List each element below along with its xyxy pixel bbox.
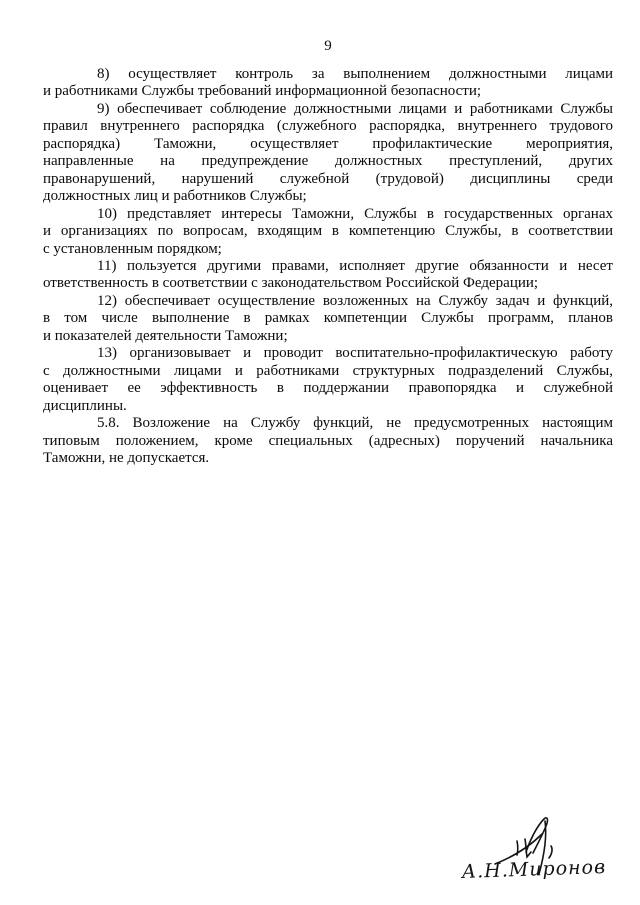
text-line: правонарушений, нарушений служебной (трудовой) дисциплины среди (43, 170, 613, 187)
paragraph (43, 293, 613, 345)
text-line: с установленным порядком; (43, 240, 222, 257)
text-line: с должностными лицами и работниками структурных подразделений Службы, (43, 362, 613, 379)
signature-name: А.Н.Миронов (461, 855, 607, 883)
text-line: 9) обеспечивает соблюдение должностными лицами и работниками Службы (97, 100, 613, 117)
paragraph (43, 345, 613, 415)
text-line: дисциплины. (43, 397, 127, 414)
text-line: и организациях по вопросам, входящим в компетенцию Службы, в соответствии (43, 223, 613, 240)
text-line: в том числе выполнение в рамках компетенции Службы программ, планов (43, 310, 613, 327)
paragraph (43, 415, 613, 467)
text-line: распорядка) Таможни, осуществляет профилактические мероприятия, (43, 135, 613, 152)
text-line: правил внутреннего распорядка (служебного распорядка, внутреннего трудового (43, 118, 613, 135)
text-line: типовым положением, кроме специальных (адресных) поручений начальника (43, 432, 613, 449)
text-line: 8) осуществляет контроль за выполнением должностными лицами (97, 66, 613, 82)
text-line: 13) организовывает и проводит воспитательно-профилактическую работу (97, 345, 613, 362)
text-line: должностных лиц и работников Службы; (43, 188, 307, 205)
text-line: оценивает ее эффективность в поддержании правопорядка и служебной (43, 380, 613, 397)
text-line: 5.8. Возложение на Службу функций, не предусмотренных настоящим (97, 415, 613, 432)
text-line: 12) обеспечивает осуществление возложенных на Службу задач и функций, (97, 292, 613, 309)
paragraph (43, 206, 613, 258)
paragraph (43, 258, 613, 293)
text-line: 10) представляет интересы Таможни, Службы в государственных органах (97, 205, 613, 222)
text-line: и показателей деятельности Таможни; (43, 327, 288, 344)
text-line: ответственность в соответствии с законодательством Российской Федерации; (43, 275, 539, 292)
paragraph (43, 101, 613, 206)
text-line: и работниками Службы требований информационной безопасности; (43, 83, 482, 100)
paragraph (43, 66, 613, 101)
page-number: 9 (324, 38, 332, 54)
text-line: 11) пользуется другими правами, исполняет другие обязанности и несет (97, 257, 613, 274)
text-line: направленные на предупреждение должностных преступлений, других (43, 153, 613, 170)
signature-block (440, 812, 610, 897)
text-line: Таможни, не допускается. (43, 449, 210, 466)
document-body (43, 66, 613, 467)
